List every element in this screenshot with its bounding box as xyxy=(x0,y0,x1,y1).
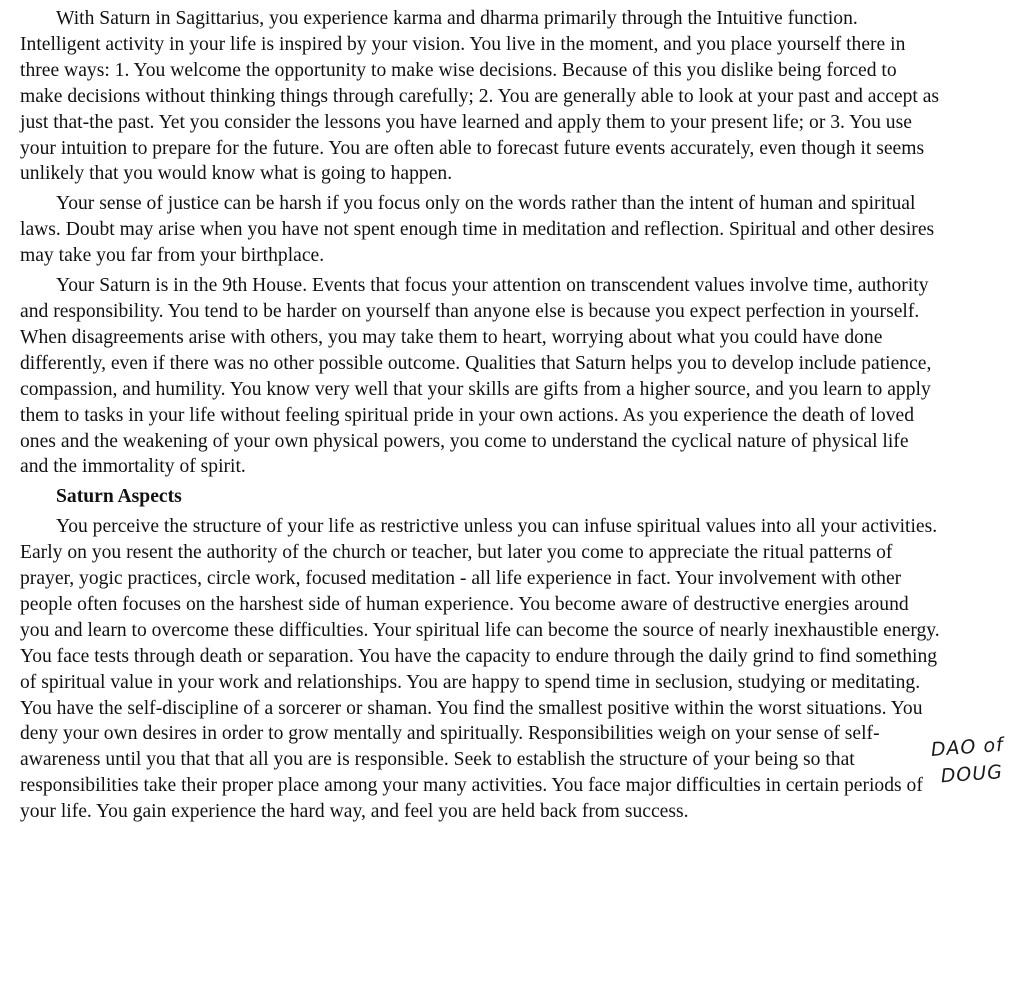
document-page xyxy=(20,6,940,825)
handwritten-note-line-2: DOUG xyxy=(940,761,1004,788)
paragraph-sense-of-justice: Your sense of justice can be harsh if you focus only on the words rather than the intent of human and spiritual laws. Doubt may arise when you have not spent enough time in meditation and reflection. Spiritual and other desires may take you far from your birthplace. xyxy=(20,193,935,267)
handwritten-note-line-1: DAO of xyxy=(930,733,1005,761)
section-heading-saturn-aspects: Saturn Aspects xyxy=(56,486,182,508)
paragraph-saturn-9th-house: Your Saturn is in the 9th House. Events that focus your attention on transcendent values involve time, authority and responsibility. You tend to be harder on yourself than anyone else is because you expect perfection in yourself. When disagreements arise with others, you may take them to heart, worrying about what you could have done differently, even if there was no other possible outcome. Qualities that Saturn helps you to develop include patience, compassion, and humility. You know very well that your skills are gifts from a higher source, and you learn to apply them to tasks in your life without feeling spiritual pride in your own actions. As you experience the death of loved ones and the weakening of your own physical powers, you come to understand the cyclical nature of physical life and the immortality of spirit. xyxy=(20,275,932,478)
paragraph-saturn-in-sagittarius: With Saturn in Sagittarius, you experience karma and dharma primarily through the Intuitive function. Intelligent activity in your life is inspired by your vision. You live in the moment, and you place yourself there in three ways: 1. You welcome the opportunity to make wise decisions. Because of this you dislike being forced to make decisions without thinking things through carefully; 2. You are generally able to look at your past and accept as just that-the past. Yet you consider the lessons you have learned and apply them to your present life; or 3. You use your intuition to prepare for the future. You are often able to forecast future events accurately, even though it seems unlikely that you would know what is going to happen. xyxy=(20,8,940,185)
paragraph-saturn-aspects: You perceive the structure of your life as restrictive unless you can infuse spiritual values into all your activities. Early on you resent the authority of the church or teacher, but later you come to appreciate the ritual patterns of prayer, yogic practices, circle work, focused meditation - all life experience in fact. Your involvement with other people often focuses on the harshest side of human experience. You become aware of destructive energies around you and learn to overcome these difficulties. Your spiritual life can become the source of nearly inexhaustible energy. You face tests through death or separation. You have the capacity to endure through the daily grind to find something of spiritual value in your work and relationships. You are happy to spend time in seclusion, studying or meditating. You have the self-discipline of a sorcerer or shaman. You find the smallest positive within the worst situations. You deny your own desires in order to grow mentally and spiritually. Responsibilities weigh on your sense of self-awareness until you that that all you are is responsible. Seek to establish the structure of your being so that responsibilities take their proper place among your many activities. You face major difficulties in certain periods of your life. You gain experience the hard way, and feel you are held back from success. xyxy=(20,516,940,823)
handwritten-margin-note xyxy=(930,730,1024,790)
